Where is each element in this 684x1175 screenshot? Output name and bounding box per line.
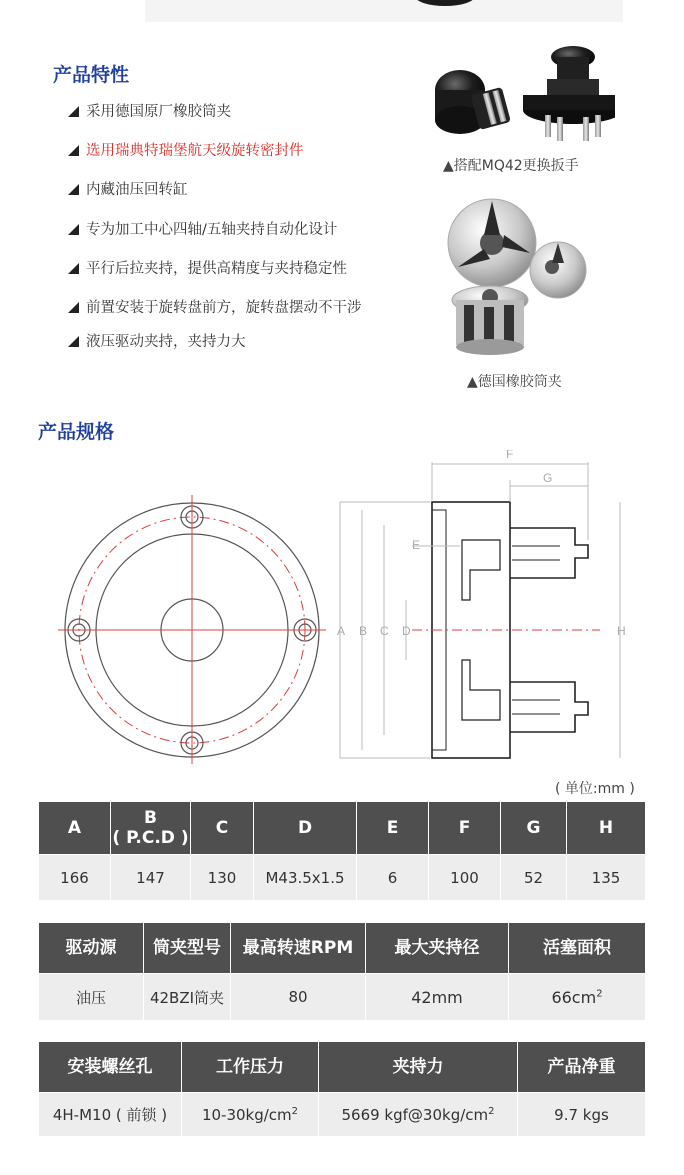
cell-max-rpm: 80 [231, 974, 366, 1021]
header-f: F [429, 802, 501, 855]
feature-item-6: 前置安装于旋转盘前方，旋转盘摆动不干涉 [68, 296, 362, 317]
feature-item-3: 内藏油压回转缸 [68, 178, 188, 199]
collet-caption: ▲德国橡胶筒夹 [467, 374, 562, 390]
cell-e: 6 [357, 855, 429, 901]
label-f: F [506, 450, 514, 461]
header-e: E [357, 802, 429, 855]
unit-note: ( 单位:mm ) [555, 781, 635, 797]
rubber-collet-photo [440, 195, 590, 370]
header-b-sub: ( P.C.D ) [112, 828, 189, 848]
technical-drawings [0, 450, 684, 770]
triangle-bullet-icon [68, 336, 79, 347]
label-c: C [380, 624, 389, 638]
header-max-diameter: 最大夹持径 [366, 923, 509, 974]
header-a: A [39, 802, 111, 855]
triangle-bullet-icon [68, 106, 79, 117]
table-row [39, 855, 646, 901]
cell-b: 147 [111, 855, 191, 901]
feature-item-4: 专为加工中心四轴/五轴夹持自动化设计 [68, 218, 337, 239]
label-e: E [412, 538, 421, 552]
triangle-bullet-icon [68, 145, 79, 156]
header-net-weight: 产品净重 [518, 1042, 646, 1093]
wrench-chuck-photo [425, 35, 615, 150]
cell-collet-model: 42BZI筒夹 [144, 974, 231, 1021]
table-row [39, 1093, 646, 1137]
dimension-table [38, 801, 646, 901]
dimension-labels [337, 450, 626, 638]
cell-c: 130 [191, 855, 254, 901]
cell-h: 135 [567, 855, 646, 901]
front-view-drawing [58, 495, 326, 764]
triangle-bullet-icon [68, 184, 79, 195]
drive-table [38, 922, 646, 1021]
triangle-bullet-icon [68, 224, 79, 235]
header-b: B ( P.C.D ) [111, 802, 191, 855]
top-product-image-strip [145, 0, 623, 22]
header-c: C [191, 802, 254, 855]
header-d: D [254, 802, 357, 855]
cell-f: 100 [429, 855, 501, 901]
header-working-pressure: 工作压力 [182, 1042, 319, 1093]
features-title: 产品特性 [53, 64, 130, 86]
header-piston-area: 活塞面积 [509, 923, 646, 974]
label-h: H [617, 624, 626, 638]
feature-item-2: 选用瑞典特瑞堡航天级旋转密封件 [68, 139, 304, 160]
cell-working-pressure: $10-30kg/cm^2$ [182, 1093, 319, 1137]
table-row [39, 974, 646, 1021]
feature-item-5: 平行后拉夹持，提供高精度与夹持稳定性 [68, 257, 347, 278]
cell-max-diameter: 42mm [366, 974, 509, 1021]
wrench-caption: ▲搭配MQ42更换扳手 [443, 158, 579, 174]
label-g: G [543, 471, 553, 485]
header-mount-holes: 安装螺丝孔 [39, 1042, 182, 1093]
label-d: D [402, 624, 411, 638]
dimension-lines [340, 462, 620, 758]
header-drive-source: 驱动源 [39, 923, 144, 974]
mounting-table [38, 1041, 646, 1137]
cell-net-weight: 9.7 kgs [518, 1093, 646, 1137]
header-g: G [501, 802, 567, 855]
header-collet-model: 筒夹型号 [144, 923, 231, 974]
cell-a: 166 [39, 855, 111, 901]
feature-item-7: 液压驱动夹持，夹持力大 [68, 330, 246, 351]
triangle-bullet-icon [68, 263, 79, 274]
feature-item-1: 采用德国原厂橡胶筒夹 [68, 100, 231, 121]
header-clamping-force: 夹持力 [319, 1042, 518, 1093]
cell-drive-source: 油压 [39, 974, 144, 1021]
spec-title: 产品规格 [38, 421, 115, 443]
cell-piston-area: $66cm^2$ [509, 974, 646, 1021]
cell-clamping-force: 5669 $kgf@30kg/cm^2$ [319, 1093, 518, 1137]
cell-d: M43.5x1.5 [254, 855, 357, 901]
header-max-rpm: 最高转速RPM [231, 923, 366, 974]
triangle-bullet-icon [68, 302, 79, 313]
cell-g: 52 [501, 855, 567, 901]
cell-mount-holes: 4H-M10 ( 前锁 ) [39, 1093, 182, 1137]
header-h: H [567, 802, 646, 855]
label-a: A [337, 624, 346, 638]
label-b: B [359, 624, 368, 638]
